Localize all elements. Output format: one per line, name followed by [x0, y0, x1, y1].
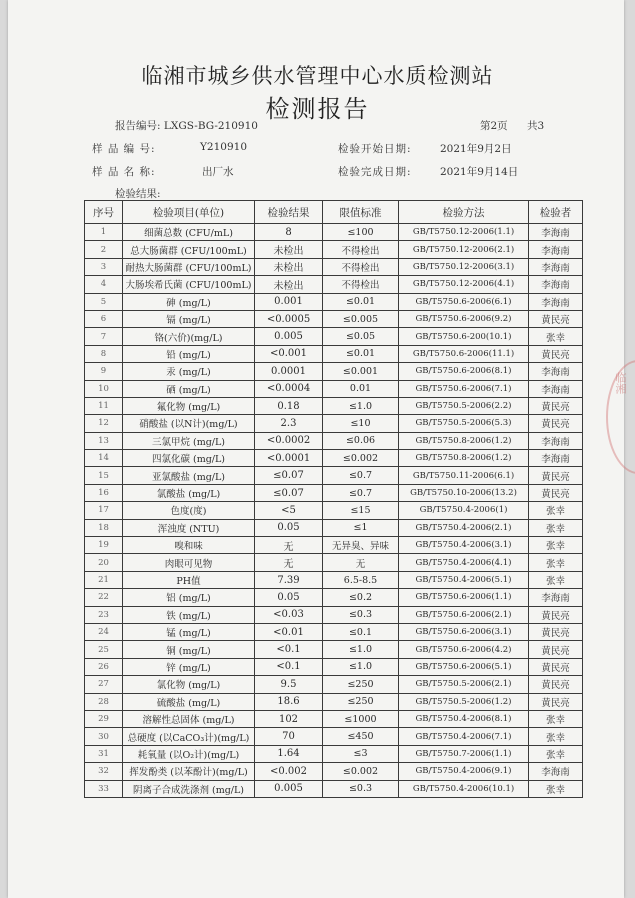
- test-item: 铬(六价)(mg/L): [123, 328, 255, 345]
- header-limit: 限值标准: [323, 201, 399, 224]
- test-item: 色度(度): [123, 502, 255, 519]
- page-total: 共3: [527, 120, 545, 132]
- table-header-row: [85, 201, 583, 224]
- table-row: [85, 450, 583, 467]
- row-number: 30: [85, 728, 123, 745]
- test-method: GB/T5750.6-2006(6.1): [399, 293, 529, 310]
- test-result: ≤0.07: [255, 484, 323, 501]
- inspector: 张幸: [529, 519, 583, 536]
- row-number: 9: [85, 363, 123, 380]
- seal-text: 临湘: [614, 372, 627, 394]
- table-row: [85, 258, 583, 275]
- limit-standard: ≤0.7: [323, 467, 399, 484]
- table-row: [85, 415, 583, 432]
- inspector: 黄民亮: [529, 397, 583, 414]
- inspector: 黄民亮: [529, 467, 583, 484]
- table-row: [85, 780, 583, 797]
- test-method: GB/T5750.6-2006(3.1): [399, 623, 529, 640]
- test-result: 0.005: [255, 328, 323, 345]
- inspector: 李海南: [529, 763, 583, 780]
- limit-standard: 0.01: [323, 380, 399, 397]
- test-item: 总大肠菌群 (CFU/100mL): [123, 241, 255, 258]
- table-row: [85, 467, 583, 484]
- test-method: GB/T5750.12-2006(1.1): [399, 224, 529, 241]
- limit-standard: ≤250: [323, 676, 399, 693]
- test-item: 大肠埃希氏菌 (CFU/100mL): [123, 276, 255, 293]
- row-number: 10: [85, 380, 123, 397]
- sample-name-label: 样 品 名 称:: [92, 166, 156, 178]
- end-date-label: 检验完成日期:: [338, 166, 412, 178]
- test-method: GB/T5750.8-2006(1.2): [399, 432, 529, 449]
- test-method: GB/T5750.6-2006(2.1): [399, 606, 529, 623]
- test-result: 9.5: [255, 676, 323, 693]
- row-number: 14: [85, 450, 123, 467]
- test-result: <0.0001: [255, 450, 323, 467]
- inspector: 张幸: [529, 780, 583, 797]
- test-method: GB/T5750.4-2006(1): [399, 502, 529, 519]
- test-result: 未检出: [255, 276, 323, 293]
- test-result: 无: [255, 554, 323, 571]
- test-method: GB/T5750.5-2006(1.2): [399, 693, 529, 710]
- inspector: 李海南: [529, 224, 583, 241]
- limit-standard: 不得检出: [323, 258, 399, 275]
- test-method: GB/T5750.4-2006(9.1): [399, 763, 529, 780]
- table-row: [85, 380, 583, 397]
- test-item: 硝酸盐 (以N计)(mg/L): [123, 415, 255, 432]
- test-item: 氯化物 (mg/L): [123, 676, 255, 693]
- limit-standard: ≤0.3: [323, 606, 399, 623]
- inspector: 黄民亮: [529, 623, 583, 640]
- test-item: 阴离子合成洗涤剂 (mg/L): [123, 780, 255, 797]
- table-row: [85, 763, 583, 780]
- table-row: [85, 623, 583, 640]
- test-item: 浑浊度 (NTU): [123, 519, 255, 536]
- table-row: [85, 554, 583, 571]
- table-row: [85, 310, 583, 327]
- test-method: GB/T5750.6-2006(8.1): [399, 363, 529, 380]
- test-item: 总硬度 (以CaCO₃计)(mg/L): [123, 728, 255, 745]
- row-number: 26: [85, 658, 123, 675]
- test-method: GB/T5750.6-2006(7.1): [399, 380, 529, 397]
- test-result: 18.6: [255, 693, 323, 710]
- test-item: 挥发酚类 (以苯酚计)(mg/L): [123, 763, 255, 780]
- test-method: GB/T5750.11-2006(6.1): [399, 467, 529, 484]
- test-item: 细菌总数 (CFU/mL): [123, 224, 255, 241]
- test-result: 0.001: [255, 293, 323, 310]
- test-item: 锌 (mg/L): [123, 658, 255, 675]
- row-number: 27: [85, 676, 123, 693]
- test-item: 镉 (mg/L): [123, 310, 255, 327]
- limit-standard: ≤450: [323, 728, 399, 745]
- header-no: 序号: [85, 201, 123, 224]
- test-result: <0.001: [255, 345, 323, 362]
- test-result: 未检出: [255, 241, 323, 258]
- row-number: 6: [85, 310, 123, 327]
- start-date-value: 2021年9月2日: [440, 143, 512, 155]
- limit-standard: ≤10: [323, 415, 399, 432]
- inspector: 李海南: [529, 293, 583, 310]
- inspector: 黄民亮: [529, 676, 583, 693]
- table-row: [85, 693, 583, 710]
- row-number: 21: [85, 571, 123, 588]
- test-method: GB/T5750.10-2006(13.2): [399, 484, 529, 501]
- inspector: 李海南: [529, 380, 583, 397]
- table-row: [85, 241, 583, 258]
- inspector: 黄民亮: [529, 658, 583, 675]
- limit-standard: ≤0.3: [323, 780, 399, 797]
- limit-standard: ≤0.1: [323, 623, 399, 640]
- row-number: 24: [85, 623, 123, 640]
- row-number: 29: [85, 710, 123, 727]
- row-number: 2: [85, 241, 123, 258]
- table-row: [85, 293, 583, 310]
- table-row: [85, 397, 583, 414]
- test-method: GB/T5750.6-2006(11.1): [399, 345, 529, 362]
- inspector: 黄民亮: [529, 606, 583, 623]
- inspector: 黄民亮: [529, 310, 583, 327]
- limit-standard: 不得检出: [323, 276, 399, 293]
- test-method: GB/T5750.7-2006(1.1): [399, 745, 529, 762]
- test-item: 硫酸盐 (mg/L): [123, 693, 255, 710]
- table-row: [85, 589, 583, 606]
- table-row: [85, 345, 583, 362]
- test-method: GB/T5750.4-2006(7.1): [399, 728, 529, 745]
- table-row: [85, 363, 583, 380]
- test-item: 汞 (mg/L): [123, 363, 255, 380]
- limit-standard: ≤0.005: [323, 310, 399, 327]
- test-item: 铜 (mg/L): [123, 641, 255, 658]
- inspector: 张幸: [529, 745, 583, 762]
- test-result: 0.05: [255, 519, 323, 536]
- results-label: 检验结果:: [115, 188, 161, 200]
- limit-standard: ≤15: [323, 502, 399, 519]
- limit-standard: ≤0.01: [323, 345, 399, 362]
- row-number: 8: [85, 345, 123, 362]
- row-number: 33: [85, 780, 123, 797]
- test-item: 耐热大肠菌群 (CFU/100mL): [123, 258, 255, 275]
- test-result: 1.64: [255, 745, 323, 762]
- inspector: 张幸: [529, 537, 583, 554]
- inspector: 李海南: [529, 432, 583, 449]
- limit-standard: ≤1.0: [323, 641, 399, 658]
- inspector: 黄民亮: [529, 693, 583, 710]
- limit-standard: ≤0.001: [323, 363, 399, 380]
- inspector: 张幸: [529, 502, 583, 519]
- test-result: 0.05: [255, 589, 323, 606]
- sample-id-label: 样 品 编 号:: [92, 143, 156, 155]
- test-item: 四氯化碳 (mg/L): [123, 450, 255, 467]
- header-item: 检验项目(单位): [123, 201, 255, 224]
- test-method: GB/T5750.6-2006(5.1): [399, 658, 529, 675]
- test-result: 0.0001: [255, 363, 323, 380]
- limit-standard: 无异臭、异味: [323, 537, 399, 554]
- test-item: 氯酸盐 (mg/L): [123, 484, 255, 501]
- test-method: GB/T5750.5-2006(2.1): [399, 676, 529, 693]
- inspector: 李海南: [529, 450, 583, 467]
- inspector: 黄民亮: [529, 345, 583, 362]
- limit-standard: ≤1000: [323, 710, 399, 727]
- test-method: GB/T5750.4-2006(10.1): [399, 780, 529, 797]
- test-result: <5: [255, 502, 323, 519]
- row-number: 3: [85, 258, 123, 275]
- test-result: 0.18: [255, 397, 323, 414]
- inspector: 张幸: [529, 328, 583, 345]
- limit-standard: 6.5-8.5: [323, 571, 399, 588]
- test-result: 102: [255, 710, 323, 727]
- test-method: GB/T5750.6-200(10.1): [399, 328, 529, 345]
- row-number: 17: [85, 502, 123, 519]
- row-number: 11: [85, 397, 123, 414]
- inspector: 张幸: [529, 710, 583, 727]
- test-result: 未检出: [255, 258, 323, 275]
- table-row: [85, 606, 583, 623]
- limit-standard: ≤0.06: [323, 432, 399, 449]
- limit-standard: ≤100: [323, 224, 399, 241]
- test-item: 铁 (mg/L): [123, 606, 255, 623]
- table-row: [85, 658, 583, 675]
- limit-standard: 无: [323, 554, 399, 571]
- test-result: <0.0005: [255, 310, 323, 327]
- sample-name-value: 出厂水: [202, 166, 234, 178]
- test-method: GB/T5750.4-2006(5.1): [399, 571, 529, 588]
- row-number: 12: [85, 415, 123, 432]
- test-item: 硒 (mg/L): [123, 380, 255, 397]
- table-row: [85, 328, 583, 345]
- test-result: <0.002: [255, 763, 323, 780]
- row-number: 23: [85, 606, 123, 623]
- doc-title: 检测报告: [265, 95, 370, 123]
- row-number: 16: [85, 484, 123, 501]
- row-number: 32: [85, 763, 123, 780]
- limit-standard: ≤0.2: [323, 589, 399, 606]
- table-row: [85, 728, 583, 745]
- row-number: 4: [85, 276, 123, 293]
- test-item: PH值: [123, 571, 255, 588]
- test-result: <0.0004: [255, 380, 323, 397]
- header-inspector: 检验者: [529, 201, 583, 224]
- test-result: 7.39: [255, 571, 323, 588]
- sample-id-value: Y210910: [200, 141, 248, 153]
- test-result: <0.1: [255, 658, 323, 675]
- row-number: 18: [85, 519, 123, 536]
- test-result: 2.3: [255, 415, 323, 432]
- test-method: GB/T5750.8-2006(1.2): [399, 450, 529, 467]
- page-info: 第2页: [480, 120, 508, 132]
- row-number: 19: [85, 537, 123, 554]
- test-item: 铝 (mg/L): [123, 589, 255, 606]
- test-method: GB/T5750.4-2006(3.1): [399, 537, 529, 554]
- limit-standard: ≤0.7: [323, 484, 399, 501]
- test-method: GB/T5750.12-2006(3.1): [399, 258, 529, 275]
- table-row: [85, 519, 583, 536]
- table-row: [85, 641, 583, 658]
- start-date-label: 检验开始日期:: [338, 143, 412, 155]
- limit-standard: ≤1: [323, 519, 399, 536]
- row-number: 5: [85, 293, 123, 310]
- test-result: <0.03: [255, 606, 323, 623]
- test-result: <0.1: [255, 641, 323, 658]
- results-table: [84, 200, 583, 798]
- end-date-value: 2021年9月14日: [440, 166, 519, 178]
- test-result: 0.005: [255, 780, 323, 797]
- test-item: 肉眼可见物: [123, 554, 255, 571]
- inspector: 李海南: [529, 241, 583, 258]
- test-item: 耗氧量 (以O₂计)(mg/L): [123, 745, 255, 762]
- header-result: 检验结果: [255, 201, 323, 224]
- row-number: 28: [85, 693, 123, 710]
- inspector: 黄民亮: [529, 415, 583, 432]
- test-method: GB/T5750.4-2006(2.1): [399, 519, 529, 536]
- table-row: [85, 676, 583, 693]
- row-number: 1: [85, 224, 123, 241]
- limit-standard: ≤0.002: [323, 763, 399, 780]
- test-item: 砷 (mg/L): [123, 293, 255, 310]
- test-method: GB/T5750.5-2006(2.2): [399, 397, 529, 414]
- row-number: 31: [85, 745, 123, 762]
- report-number: 报告编号: LXGS-BG-210910: [115, 120, 258, 132]
- test-item: 亚氯酸盐 (mg/L): [123, 467, 255, 484]
- row-number: 25: [85, 641, 123, 658]
- table-row: [85, 484, 583, 501]
- table-row: [85, 502, 583, 519]
- table-row: [85, 537, 583, 554]
- test-item: 溶解性总固体 (mg/L): [123, 710, 255, 727]
- row-number: 7: [85, 328, 123, 345]
- test-result: ≤0.07: [255, 467, 323, 484]
- test-item: 锰 (mg/L): [123, 623, 255, 640]
- limit-standard: 不得检出: [323, 241, 399, 258]
- inspector: 黄民亮: [529, 641, 583, 658]
- test-result: 8: [255, 224, 323, 241]
- table-row: [85, 571, 583, 588]
- header-method: 检验方法: [399, 201, 529, 224]
- table-row: [85, 276, 583, 293]
- limit-standard: ≤1.0: [323, 397, 399, 414]
- test-item: 铅 (mg/L): [123, 345, 255, 362]
- test-result: 70: [255, 728, 323, 745]
- inspector: 黄民亮: [529, 484, 583, 501]
- test-method: GB/T5750.6-2006(1.1): [399, 589, 529, 606]
- limit-standard: ≤0.01: [323, 293, 399, 310]
- table-row: [85, 745, 583, 762]
- test-result: <0.01: [255, 623, 323, 640]
- inspector: 李海南: [529, 363, 583, 380]
- limit-standard: ≤0.05: [323, 328, 399, 345]
- limit-standard: ≤3: [323, 745, 399, 762]
- inspector: 李海南: [529, 589, 583, 606]
- table-row: [85, 224, 583, 241]
- limit-standard: ≤0.002: [323, 450, 399, 467]
- test-method: GB/T5750.4-2006(8.1): [399, 710, 529, 727]
- test-method: GB/T5750.4-2006(4.1): [399, 554, 529, 571]
- inspector: 张幸: [529, 571, 583, 588]
- test-item: 三氯甲烷 (mg/L): [123, 432, 255, 449]
- inspector: 张幸: [529, 728, 583, 745]
- test-method: GB/T5750.6-2006(4.2): [399, 641, 529, 658]
- test-method: GB/T5750.6-2006(9.2): [399, 310, 529, 327]
- test-item: 嗅和味: [123, 537, 255, 554]
- inspector: 张幸: [529, 554, 583, 571]
- table-row: [85, 710, 583, 727]
- row-number: 22: [85, 589, 123, 606]
- test-result: <0.0002: [255, 432, 323, 449]
- test-method: GB/T5750.12-2006(4.1): [399, 276, 529, 293]
- table-row: [85, 432, 583, 449]
- limit-standard: ≤250: [323, 693, 399, 710]
- inspector: 李海南: [529, 276, 583, 293]
- test-method: GB/T5750.5-2006(5.3): [399, 415, 529, 432]
- test-result: 无: [255, 537, 323, 554]
- limit-standard: ≤1.0: [323, 658, 399, 675]
- inspector: 李海南: [529, 258, 583, 275]
- org-title: 临湘市城乡供水管理中心水质检测站: [141, 64, 494, 88]
- row-number: 13: [85, 432, 123, 449]
- row-number: 20: [85, 554, 123, 571]
- test-item: 氟化物 (mg/L): [123, 397, 255, 414]
- test-method: GB/T5750.12-2006(2.1): [399, 241, 529, 258]
- row-number: 15: [85, 467, 123, 484]
